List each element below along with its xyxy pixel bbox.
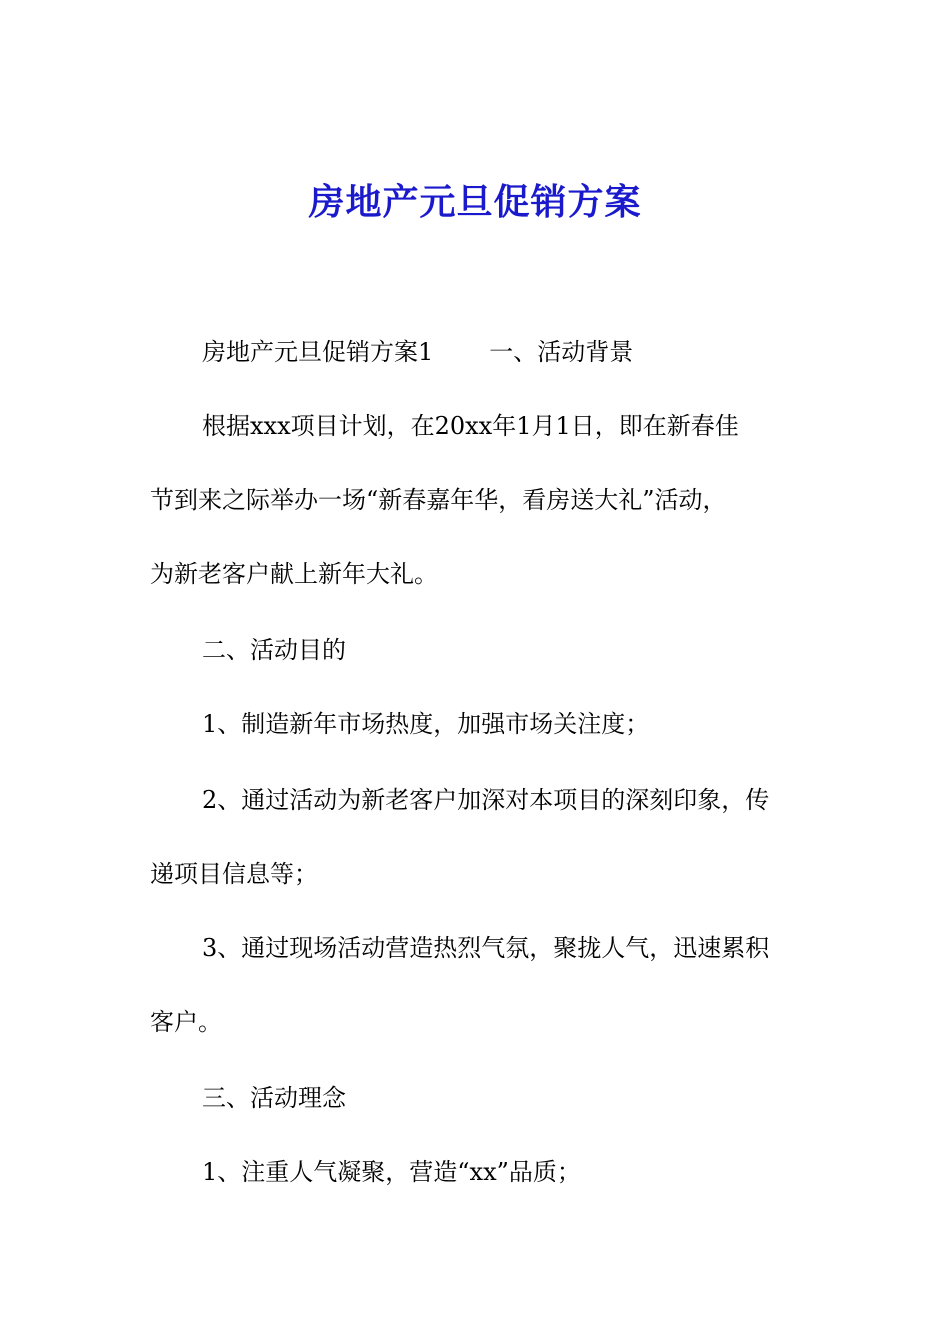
paragraph-line: 客户。 [150, 1008, 222, 1036]
paragraph-line: 递项目信息等； [150, 860, 318, 888]
paragraph-line: 节到来之际举办一场“新春嘉年华，看房送大礼”活动， [150, 486, 727, 514]
section-heading-background: 一、活动背景 [489, 338, 634, 366]
plan-heading: 房地产元旦促销方案1 [202, 338, 434, 366]
paragraph-line: 为新老客户献上新年大礼。 [150, 560, 438, 588]
section-heading-purpose: 二、活动目的 [202, 636, 346, 664]
section-heading-concept: 三、活动理念 [202, 1084, 346, 1112]
paragraph-line: 1、制造新年市场热度，加强市场关注度； [202, 710, 650, 738]
paragraph-line [202, 335, 862, 369]
paragraph-line: 1、注重人气凝聚，营造“xx”品质； [202, 1158, 581, 1186]
paragraph-line: 2、通过活动为新老客户加深对本项目的深刻印象，传 [202, 786, 770, 814]
paragraph-line: 3、通过现场活动营造热烈气氛，聚拢人气，迅速累积 [202, 934, 770, 962]
paragraph-line: 根据xxx项目计划，在20xx年1月1日，即在新春佳 [202, 412, 739, 440]
document-title: 房地产元旦促销方案 [308, 181, 642, 223]
